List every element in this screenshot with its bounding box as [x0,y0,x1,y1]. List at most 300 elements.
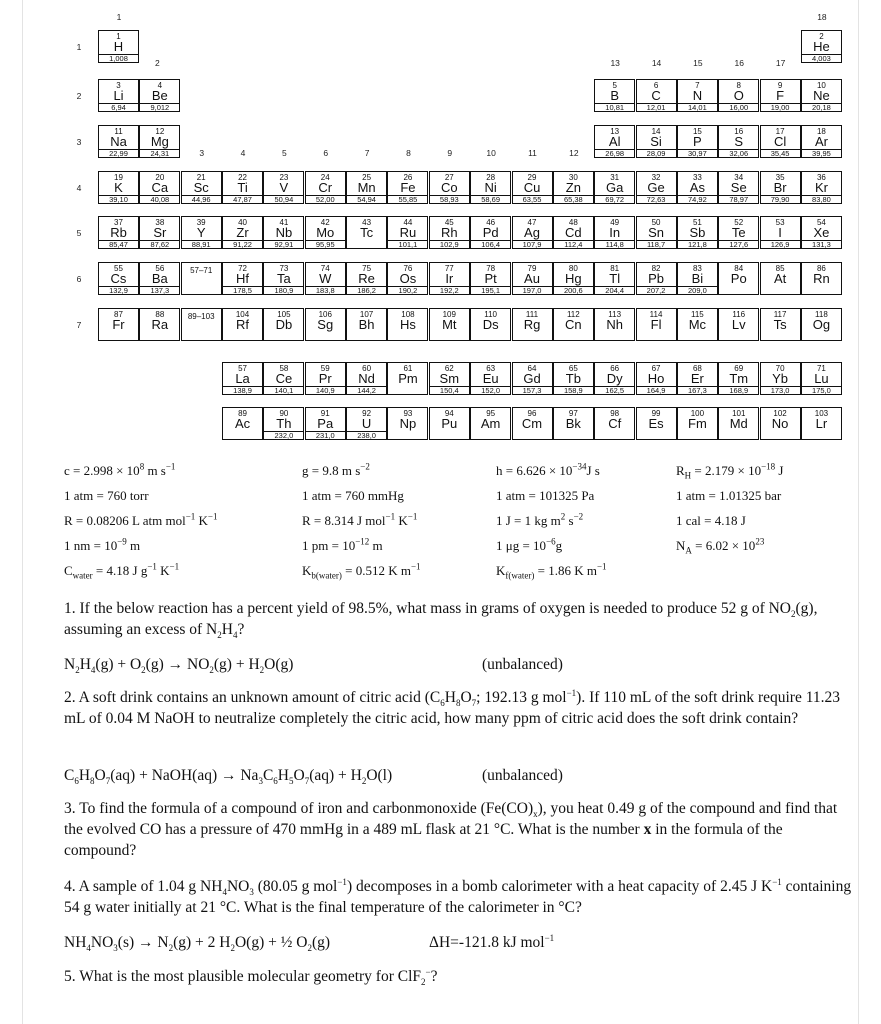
element-ir [429,262,470,295]
element-symbol: No [771,416,789,431]
atomic-mass: 79,90 [761,195,800,204]
element-symbol: Li [113,88,124,103]
group-label-1: 1 [116,12,122,22]
atomic-number: 4 [157,81,163,90]
atomic-number: 23 [279,173,289,182]
atomic-mass: 12,01 [637,103,676,112]
atomic-mass: 85,47 [99,240,138,249]
element-symbol: Ba [151,271,168,286]
element-symbol: Dy [606,371,623,386]
element-ce [263,362,304,395]
atomic-number: 64 [527,364,537,373]
atomic-mass: 92,91 [264,240,303,249]
element-mt [429,308,470,341]
element-symbol: Eu [482,371,499,386]
element-rb [98,216,139,249]
element-symbol: Gd [523,371,541,386]
element-symbol: Fr [112,317,125,332]
element-db [263,308,304,341]
element-ar [801,125,842,158]
atomic-mass: 204,4 [595,286,634,295]
element-symbol: Np [399,416,417,431]
element-hf [222,262,263,295]
element-mo [305,216,346,249]
element-og [801,308,842,341]
atomic-mass: 162,5 [595,386,634,395]
element-symbol: Ag [524,225,540,240]
element-md [718,407,759,440]
atomic-number: 35 [775,173,785,182]
atomic-number: 36 [816,173,826,182]
atomic-mass: 195,1 [471,286,510,295]
atomic-mass: 74,92 [678,195,717,204]
element-co [429,171,470,204]
atomic-mass: 106,4 [471,240,510,249]
element-symbol: He [813,39,830,54]
element-sn [636,216,677,249]
atomic-mass: 44,96 [182,195,221,204]
const-rydberg: $R_H = 2.179 \times 10^{-18}$ J [676,461,784,481]
element-symbol: Fl [650,317,662,332]
element-symbol: C [651,88,661,103]
element-symbol: Pm [398,371,418,386]
atomic-number: 84 [734,264,744,273]
atomic-mass: 150,4 [430,386,469,395]
element-symbol: Cs [110,271,127,286]
atomic-number: 7 [695,81,700,90]
atomic-number: 104 [235,310,250,319]
atomic-mass: 107,9 [513,240,552,249]
atomic-number: 54 [816,218,826,227]
atomic-number: 57–71 [190,266,213,275]
atomic-number: 83 [692,264,702,273]
page-right-edge [858,0,859,1024]
element-li [98,79,139,112]
element-at [760,262,801,295]
atomic-mass: 127,6 [719,240,758,249]
element-range-89–103 [181,308,222,341]
atomic-number: 41 [279,218,289,227]
element-sm [429,362,470,395]
atomic-number: 59 [320,364,330,373]
element-re [346,262,387,295]
atomic-number: 116 [732,310,746,319]
element-rg [512,308,553,341]
atomic-number: 21 [196,173,206,182]
element-symbol: Pt [484,271,497,286]
element-he [801,30,842,63]
atomic-number: 9 [777,81,783,90]
atomic-mass: 26,98 [595,149,634,158]
element-al [594,125,635,158]
atomic-mass: 186,2 [347,286,386,295]
group-label-8: 8 [406,148,411,158]
element-symbol: F [776,88,785,103]
element-symbol: N [692,88,703,103]
element-cd [553,216,594,249]
element-symbol: U [361,416,372,431]
element-symbol: Ru [399,225,417,240]
element-symbol: W [319,271,332,286]
atomic-number: 96 [527,409,537,418]
element-symbol: O [733,88,744,103]
element-mc [677,308,718,341]
element-pm [387,362,428,395]
atomic-mass: 1,008 [99,54,138,63]
element-tb [553,362,594,395]
element-eu [470,362,511,395]
element-ho [636,362,677,395]
atomic-mass: 238,0 [347,431,386,440]
element-symbol: La [235,371,250,386]
element-o [718,79,759,112]
element-symbol: Pd [482,225,499,240]
element-in [594,216,635,249]
element-c [636,79,677,112]
atomic-number: 94 [444,409,454,418]
const-gravity: g = 9.8 m $s^{-2}$ [302,461,370,478]
atomic-number: 63 [486,364,496,373]
element-s [718,125,759,158]
period-label-6: 6 [76,274,82,284]
atomic-mass: 158,9 [554,386,593,395]
atomic-mass: 78,97 [719,195,758,204]
atomic-number: 71 [816,364,826,373]
atomic-number: 110 [484,310,498,319]
atomic-number: 111 [525,310,539,319]
group-label-4: 4 [240,148,246,158]
group-label-12: 12 [569,148,579,158]
atomic-number: 49 [610,218,620,227]
period-label-3: 3 [76,137,82,147]
element-symbol: Fe [400,180,416,195]
atomic-number: 25 [362,173,372,182]
group-label-9: 9 [447,148,453,158]
atomic-number: 11 [114,127,123,136]
element-pu [429,407,470,440]
atomic-number: 14 [651,127,661,136]
atomic-mass: 65,38 [554,195,593,204]
element-symbol: Sm [439,371,460,386]
const-atm-pa: 1 atm = 101325 Pa [496,488,595,503]
atomic-number: 61 [403,364,413,373]
atomic-mass: 22,99 [99,149,138,158]
element-f [760,79,801,112]
element-symbol: Hs [399,317,416,332]
atomic-mass: 168,9 [719,386,758,395]
atomic-number: 62 [444,364,454,373]
group-label-6: 6 [323,148,329,158]
element-symbol: Te [731,225,746,240]
element-symbol: Mo [316,225,335,240]
element-be [139,79,180,112]
element-symbol: Ti [237,180,248,195]
element-ac [222,407,263,440]
atomic-number: 93 [403,409,413,418]
element-symbol: In [609,225,621,240]
element-symbol: Ac [234,416,251,431]
atomic-mass: 209,0 [678,286,717,295]
atomic-number: 89 [238,409,247,418]
atomic-number: 107 [359,310,374,319]
atomic-number: 53 [775,218,785,227]
element-symbol: Au [524,271,540,286]
element-symbol: Lu [814,371,829,386]
atomic-number: 68 [692,364,702,373]
element-ne [801,79,842,112]
element-symbol: Cd [565,225,582,240]
element-bi [677,262,718,295]
element-symbol: Md [729,416,748,431]
atomic-number: 115 [691,310,704,319]
element-bh [346,308,387,341]
element-ag [512,216,553,249]
atomic-mass: 200,6 [554,286,593,295]
atomic-number: 33 [692,173,702,182]
element-tm [718,362,759,395]
element-symbol: Tb [565,371,581,386]
element-mg [139,125,180,158]
element-symbol: Ne [813,88,830,103]
element-er [677,362,718,395]
atomic-number: 3 [116,81,121,90]
element-k [98,171,139,204]
atomic-number: 77 [444,264,454,273]
element-symbol: H [113,39,124,54]
atomic-mass: 39,95 [802,149,841,158]
atomic-mass: 40,08 [140,195,179,204]
element-te [718,216,759,249]
atomic-number: 82 [651,264,661,273]
element-ba [139,262,180,295]
element-sb [677,216,718,249]
element-symbol: Kr [814,180,828,195]
element-cr [305,171,346,204]
atomic-mass: 183,8 [306,286,345,295]
atomic-mass: 6,94 [99,103,138,112]
atomic-mass: 132,9 [99,286,138,295]
question-1-unbalanced-note: (unbalanced) [482,656,563,673]
atomic-mass: 63,55 [513,195,552,204]
element-zr [222,216,263,249]
atomic-number: 24 [320,173,330,182]
atomic-number: 70 [775,364,785,373]
element-ds [470,308,511,341]
atomic-number: 32 [651,173,661,182]
atomic-mass: 173,0 [761,386,800,395]
element-symbol: Rn [813,271,830,286]
element-n [677,79,718,112]
group-label-3: 3 [199,148,205,158]
element-symbol: Mc [688,317,707,332]
element-rh [429,216,470,249]
atomic-mass: 35,45 [761,149,800,158]
element-symbol: Ir [445,271,454,286]
element-symbol: Se [730,180,747,195]
group-label-7: 7 [364,148,370,158]
group-label-10: 10 [486,148,496,158]
atomic-number: 91 [320,409,330,418]
atomic-mass: 232,0 [264,431,303,440]
question-1-equation [64,655,563,676]
atomic-number: 13 [610,127,620,136]
element-symbol: Cl [773,134,787,149]
element-symbol: Og [812,317,831,332]
atomic-number: 22 [238,173,247,182]
atomic-number: 72 [238,264,247,273]
atomic-mass: 10,81 [595,103,634,112]
element-am [470,407,511,440]
atomic-mass: 164,9 [637,386,676,395]
atomic-number: 92 [362,409,372,418]
question-1-reaction: $N_2H_4(g) + O_2(g) \to NO_2(g) + H_2O(g)$ [64,656,294,676]
element-pa [305,407,346,440]
question-4-equation [64,932,555,954]
const-atm-mmhg: 1 atm = 760 mmHg [302,488,404,503]
atomic-mass: 157,3 [513,386,552,395]
atomic-mass: 32,06 [719,149,758,158]
period-label-1: 1 [76,42,82,52]
element-symbol: Fm [688,416,707,431]
atomic-number: 51 [692,218,702,227]
element-symbol: Nd [358,371,375,386]
question-3: 3. To find the formula of a compound of iron and carbonmonoxide $(Fe(CO)_x)$, you heat 0.49 g of the compound and find that the evolved CO has a pressure of 470 mmHg in a 489 mL flask at 21 °C. What is the number x in the formula of the compound? [64,800,838,859]
element-as [677,171,718,204]
element-au [512,262,553,295]
element-br [760,171,801,204]
atomic-mass: 72,63 [637,195,676,204]
element-ra [139,308,180,341]
period-label-4: 4 [76,183,82,193]
atomic-number: 29 [527,173,537,182]
element-symbol: Nb [275,225,293,240]
element-symbol: Ga [606,180,624,195]
element-np [387,407,428,440]
const-calorie: 1 cal = 4.18 J [676,513,746,528]
atomic-number: 114 [649,310,663,319]
atomic-number: 34 [734,173,744,182]
element-symbol: Hf [236,271,250,286]
element-symbol: Pu [441,416,458,431]
element-symbol: Rf [236,317,250,332]
atomic-number: 12 [155,127,165,136]
element-symbol: At [773,271,787,286]
atomic-number: 26 [403,173,413,182]
atomic-mass: 58,93 [430,195,469,204]
element-symbol: Ta [277,271,291,286]
atomic-number: 20 [155,173,165,182]
element-symbol: Be [151,88,168,103]
atomic-number: 97 [568,409,578,418]
element-v [263,171,304,204]
atomic-number: 118 [815,310,828,319]
element-tc [346,216,387,249]
element-po [718,262,759,295]
element-symbol: Cf [608,416,622,431]
atomic-mass: 140,1 [264,386,303,395]
const-atm-bar: 1 atm = 1.01325 bar [676,488,782,503]
element-u [346,407,387,440]
atomic-number: 65 [568,364,578,373]
period-label-7: 7 [76,320,82,330]
element-nd [346,362,387,395]
group-label-14: 14 [651,58,662,68]
element-b [594,79,635,112]
element-symbol: Po [730,271,747,286]
const-nanometer: 1 nm = $10^{-9}$ m [64,536,141,553]
element-ge [636,171,677,204]
atomic-number: 31 [610,173,620,182]
element-pd [470,216,511,249]
atomic-mass: 55,85 [388,195,427,204]
element-lv [718,308,759,341]
atomic-mass: 231,0 [306,431,345,440]
atomic-number: 46 [486,218,496,227]
atomic-number: 113 [608,310,622,319]
question-5: 5. What is the most plausible molecular geometry for ClF$_2$−? [64,966,438,988]
element-th [263,407,304,440]
element-es [636,407,677,440]
atomic-mass: 91,22 [223,240,262,249]
atomic-mass: 167,3 [678,386,717,395]
atomic-mass: 144,2 [347,386,386,395]
element-symbol: Mt [442,317,457,332]
atomic-number: 18 [816,127,826,136]
element-ti [222,171,263,204]
atomic-number: 69 [734,364,744,373]
element-symbol: Os [399,271,417,286]
atomic-number: 2 [819,32,824,41]
atomic-number: 98 [610,409,620,418]
element-nb [263,216,304,249]
atomic-number: 37 [114,218,123,227]
element-se [718,171,759,204]
atomic-number: 99 [651,409,661,418]
element-zn [553,171,594,204]
page-left-edge [22,0,23,1024]
element-pb [636,262,677,295]
atomic-mass: 131,3 [802,240,841,249]
element-fr [98,308,139,341]
atomic-mass: 16,00 [719,103,758,112]
atomic-mass: 175,0 [802,386,841,395]
atomic-number: 1 [116,32,121,41]
element-rn [801,262,842,295]
question-2: 2. A soft drink contains an unknown amount of citric acid ($C_6H_8O_7$; 192.13 g mol$^{-1}$). If 110 mL of the soft drink require 11.23 mL of 0.04 M NaOH to neutralize completely the citric acid, how many ppm of citric acid does the soft drink contain? [64,687,841,727]
atomic-mass: 24,31 [140,149,179,158]
element-cm [512,407,553,440]
atomic-number: 106 [318,310,332,319]
group-label-5: 5 [282,148,287,158]
element-symbol: K [114,180,123,195]
atomic-number: 17 [775,127,785,136]
element-sc [181,171,222,204]
atomic-mass: 83,80 [802,195,841,204]
const-speed-of-light: $c = 2.998 \times 10^8$ m $s^{-1}$ [64,461,176,478]
element-symbol: Es [648,416,664,431]
atomic-number: 15 [692,127,702,136]
element-symbol: Sc [193,180,209,195]
element-symbol: Sr [153,225,167,240]
atomic-number: 108 [401,310,415,319]
element-hg [553,262,594,295]
atomic-mass: 197,0 [513,286,552,295]
element-symbol: Na [110,134,127,149]
element-sr [139,216,180,249]
atomic-number: 112 [566,310,580,319]
element-symbol: Mn [357,180,376,195]
element-dy [594,362,635,395]
